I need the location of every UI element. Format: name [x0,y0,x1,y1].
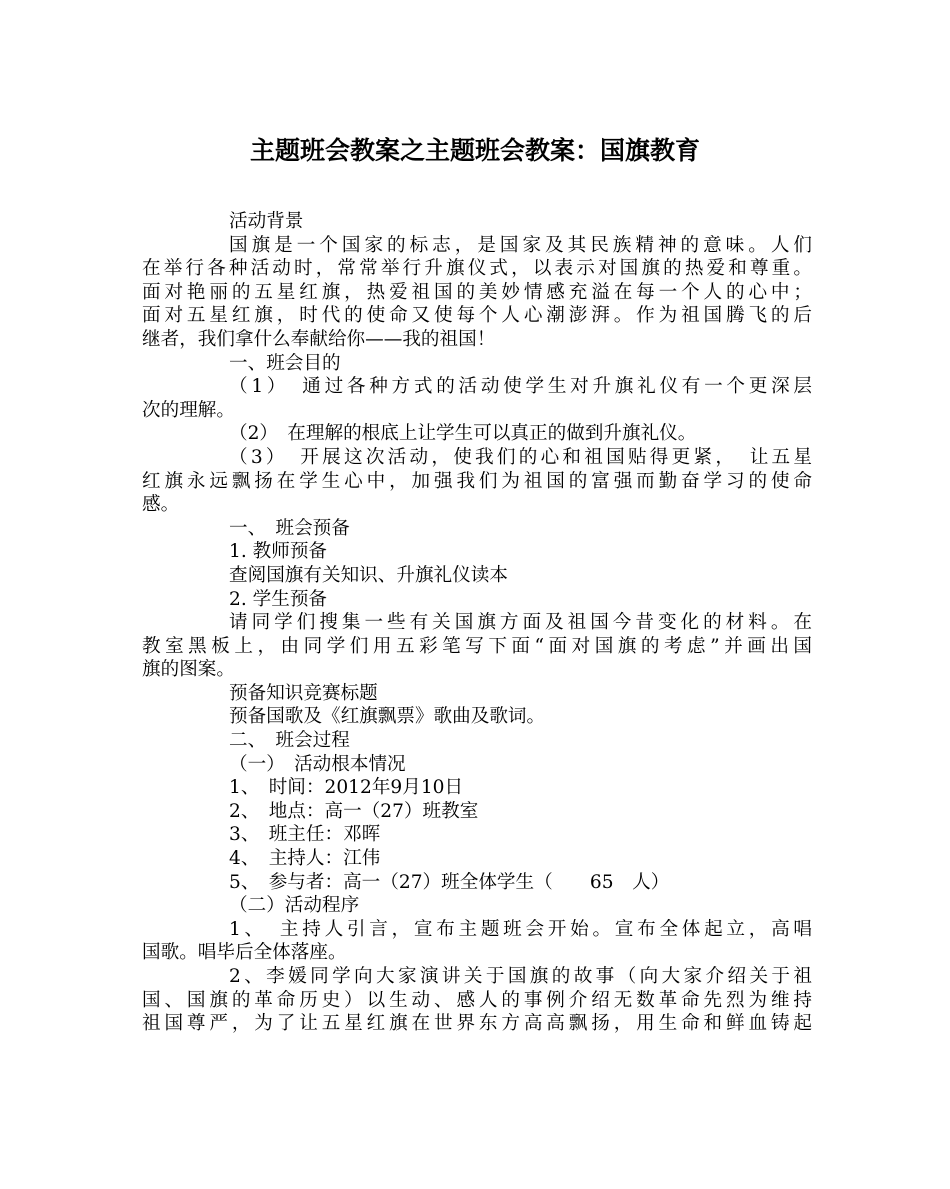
body-line: 活动背景 [229,211,304,232]
document-body [142,210,812,1036]
body-line: （一） 活动根本情况 [229,753,406,775]
body-line: 继者，我们拿什么奉献给你——我的祖国！ [142,328,496,350]
body-line: （3） 开展这次活动，使我们的心和祖国贴得更紧， 让五星 [229,446,812,468]
body-line: （2） 在理解的根底上让学生可以真正的做到升旗礼仪。 [229,423,697,445]
body-line: 次的理解。 [142,399,235,421]
body-line: 国旗是一个国家的标志，是国家及其民族精神的意味。人们 [229,234,812,256]
body-line: 2. 学生预备 [229,588,328,610]
body-line: 2、李媛同学向大家演讲关于国旗的故事（向大家介绍关于祖 [229,966,812,987]
body-line: 2、 地点：高一（27）班教室 [229,800,479,822]
body-line: 国歌。唱毕后全体落座。 [142,942,347,964]
body-line: 面对五星红旗，时代的使命又使每个人心潮澎湃。作为祖国腾飞的后 [142,305,812,327]
body-line: 5、 参与者：高一（27）班全体学生（ 65 人） [229,871,670,893]
body-line: 一、 班会预备 [229,517,350,539]
body-line: 在举行各种活动时，常常举行升旗仪式，以表示对国旗的热爱和尊重。 [142,258,812,280]
body-line: （二）活动程序 [229,895,360,917]
body-line: 预备国歌及《红旗飘票》歌曲及歌词。 [229,706,546,728]
body-line: 面对艳丽的五星红旗，热爱祖国的美妙情感充溢在每一个人的心中； [142,281,812,303]
body-line: 1. 教师预备 [229,541,328,563]
body-line: 1、 时间：2012年9月10日 [229,777,464,799]
body-line: 旗的图案。 [142,659,235,681]
body-line: 祖国尊严，为了让五星红旗在世界东方高高飘扬，用生命和鲜血铸起 [142,1013,812,1035]
body-line: 请同学们搜集一些有关国旗方面及祖国今昔变化的材料。在 [229,612,812,634]
document-title: 主题班会教案之主题班会教案：国旗教育 [249,136,700,165]
body-line: 预备知识竞赛标题 [229,682,378,704]
body-line: 3、 班主任：邓晖 [229,824,381,846]
body-line: 4、 主持人：江伟 [229,848,381,870]
body-line: （1） 通过各种方式的活动使学生对升旗礼仪有一个更深层 [229,376,812,398]
body-line: 国、国旗的革命历史）以生动、感人的事例介绍无数革命先烈为维持 [142,989,812,1011]
body-line: 教室黑板上，由同学们用五彩笔写下面“面对国旗的考虑”并画出国 [142,635,812,657]
body-line: 一、班会目的 [229,352,341,374]
body-line: 二、 班会过程 [229,730,350,752]
body-line: 红旗永远飘扬在学生心中，加强我们为祖国的富强而勤奋学习的使命 [142,470,812,492]
body-line: 感。 [142,494,180,516]
body-line: 1、 主持人引言，宣布主题班会开始。宣布全体起立，高唱 [229,918,812,940]
body-line: 查阅国旗有关知识、升旗礼仪读本 [229,564,508,586]
